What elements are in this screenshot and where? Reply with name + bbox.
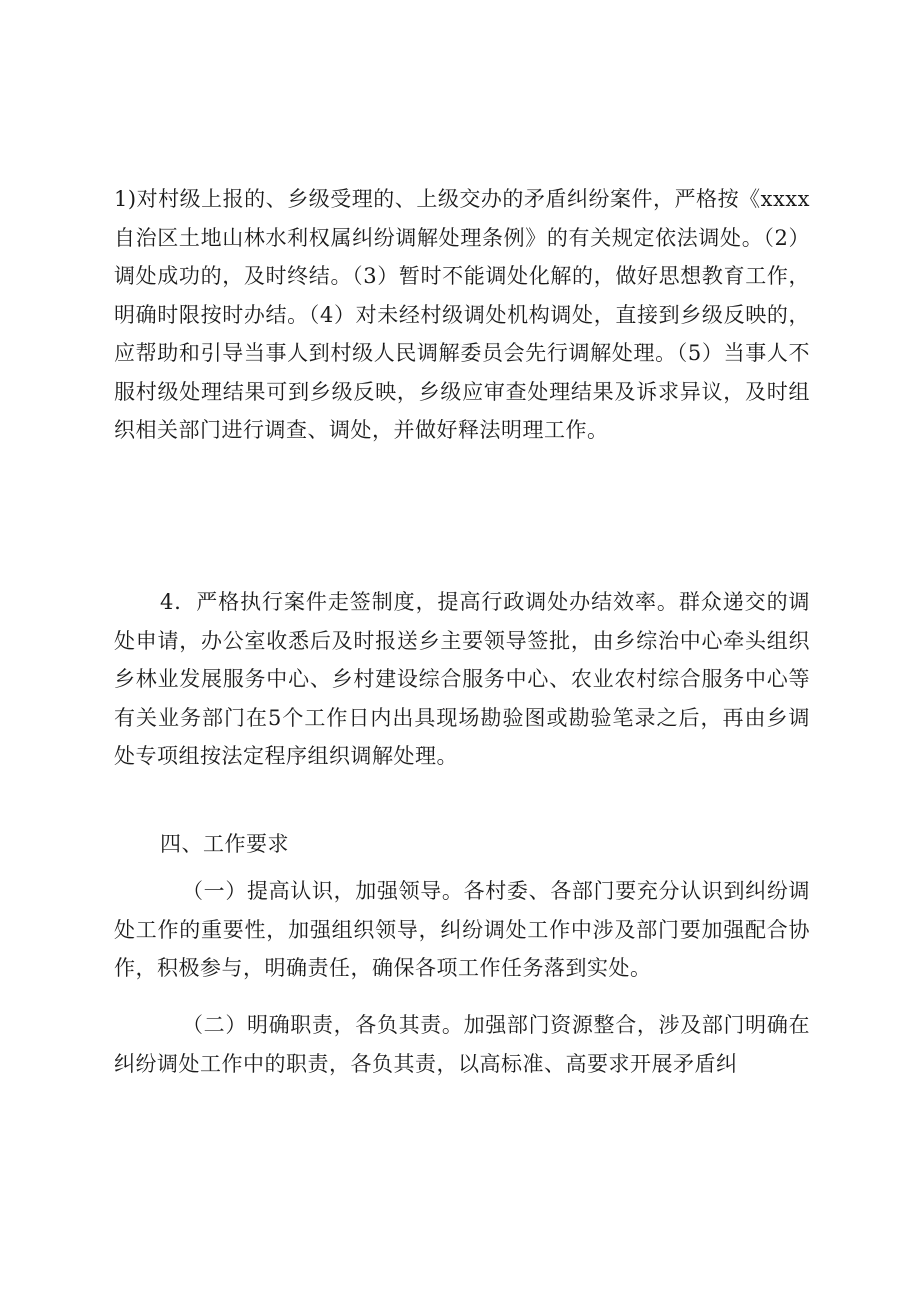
paragraph-signing-system: 4．严格执行案件走签制度，提高行政调处办结效率。群众递交的调处申请，办公室收悉后及时报送乡主要领导签批，由乡综治中心牵头组织乡林业发展服务中心、乡村建设综合服务中心、农业农村综合服务中心等有关业务部门在5个工作日内出具现场勘验图或勘验笔录之后，再由乡调处专项组按法定程序组织调解处理。 <box>114 590 810 768</box>
section-heading-work-requirements: 四、工作要求 <box>160 832 289 856</box>
paragraph-requirement-1: （一）提高认识，加强领导。各村委、各部门要充分认识到纠纷调处工作的重要性，加强组织领导，纠纷调处工作中涉及部门要加强配合协作，积极参与，明确责任，确保各项工作任务落到实处。 <box>114 879 810 980</box>
paragraph-case-handling-steps: 1)对村级上报的、乡级受理的、上级交办的矛盾纠纷案件，严格按《xxxx自治区土地山林水利权属纠纷调解处理条例》的有关规定依法调处。（2）调处成功的，及时终结。（3）暂时不能调处化解的，做好思想教育工作，明确时限按时办结。（4）对未经村级调处机构调处，直接到乡级反映的，应帮助和引导当事人到村级人民调解委员会先行调解处理。（5）当事人不服村级处理结果可到乡级反映，乡级应审查处理结果及诉求异议，及时组织相关部门进行调查、调处，并做好释法明理工作。 <box>114 187 810 442</box>
paragraph-requirement-2: （二）明确职责，各负其责。加强部门资源整合，涉及部门明确在纠纷调处工作中的职责，各负其责，以高标准、高要求开展矛盾纠 <box>114 1013 810 1076</box>
